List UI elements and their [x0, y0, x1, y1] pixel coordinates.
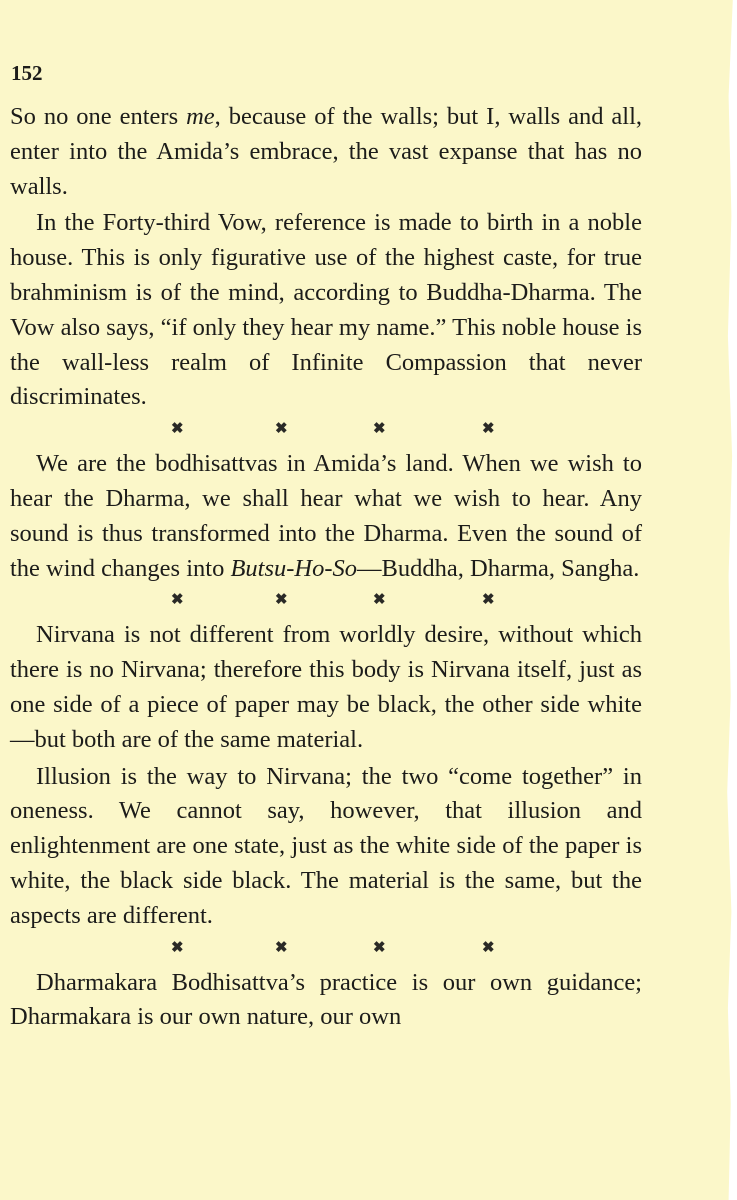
emphasis-butsu-ho-so: Butsu-Ho-So — [230, 554, 358, 582]
paragraph-bodhisattvas — [10, 447, 642, 586]
divider-ornament: ✖ — [373, 421, 386, 438]
section-divider-2 — [10, 586, 642, 618]
section-divider-3 — [10, 934, 642, 966]
divider-ornament: ✖ — [373, 592, 386, 609]
divider-ornament: ✖ — [482, 592, 495, 609]
paragraph-bodhisattvas-end: —Buddha, Dharma, Sangha. — [357, 554, 640, 582]
divider-ornament: ✖ — [171, 939, 184, 956]
divider-ornament: ✖ — [373, 939, 386, 956]
body-text — [10, 100, 642, 1035]
paragraph-forty-third-vow: In the Forty-third Vow, reference is made to birth in a noble house. This is only figurative use of the highest caste, for true brahminism is of the mind, according to Buddha-Dharma. The Vow also says, “if only they hear my name.” This noble house is the wall-less realm of Infinite Compassion that never discriminates. — [10, 209, 642, 411]
paragraph-dharmakara: Dharmakara Bodhisattva’s practice is our own guidance; Dharmakara is our own nature, our own — [10, 968, 642, 1031]
paragraph-walls — [10, 100, 642, 204]
section-divider-1 — [10, 415, 642, 447]
paragraph-nirvana: Nirvana is not different from worldly desire, without which there is no Nirvana; therefore this body is Nirvana itself, just as one side of a piece of paper may be black, the other side white—but both are of the same material. — [10, 621, 642, 753]
divider-ornament: ✖ — [171, 421, 184, 438]
paragraph-walls-start: So no one enters — [10, 103, 187, 130]
paragraph-bodhisattvas-start: We are the bodhisattvas in Amida’s land. When we wish to hear the Dharma, we shall hear what we wish to hear. Any sound is thus transformed into the Dharma. Even the sound of the wind changes into — [10, 450, 642, 582]
divider-ornament: ✖ — [482, 421, 495, 438]
paragraph-walls-end: , because of the walls; but I, walls and all, enter into the Amida’s embrace, the vast expanse that has no walls. — [10, 103, 643, 200]
divider-ornament: ✖ — [275, 592, 288, 609]
page-number: 152 — [11, 61, 43, 85]
divider-ornament: ✖ — [275, 939, 288, 956]
divider-ornament: ✖ — [171, 592, 184, 609]
paragraph-illusion: Illusion is the way to Nirvana; the two “come together” in oneness. We cannot say, however, that illusion and enlightenment are one state, just as the white side of the paper is white, the black side black. The material is the same, but the aspects are different. — [10, 762, 642, 929]
torn-page-edge — [723, 0, 737, 1200]
emphasis-me: me — [186, 103, 215, 130]
divider-ornament: ✖ — [275, 421, 288, 438]
divider-ornament: ✖ — [482, 939, 495, 956]
